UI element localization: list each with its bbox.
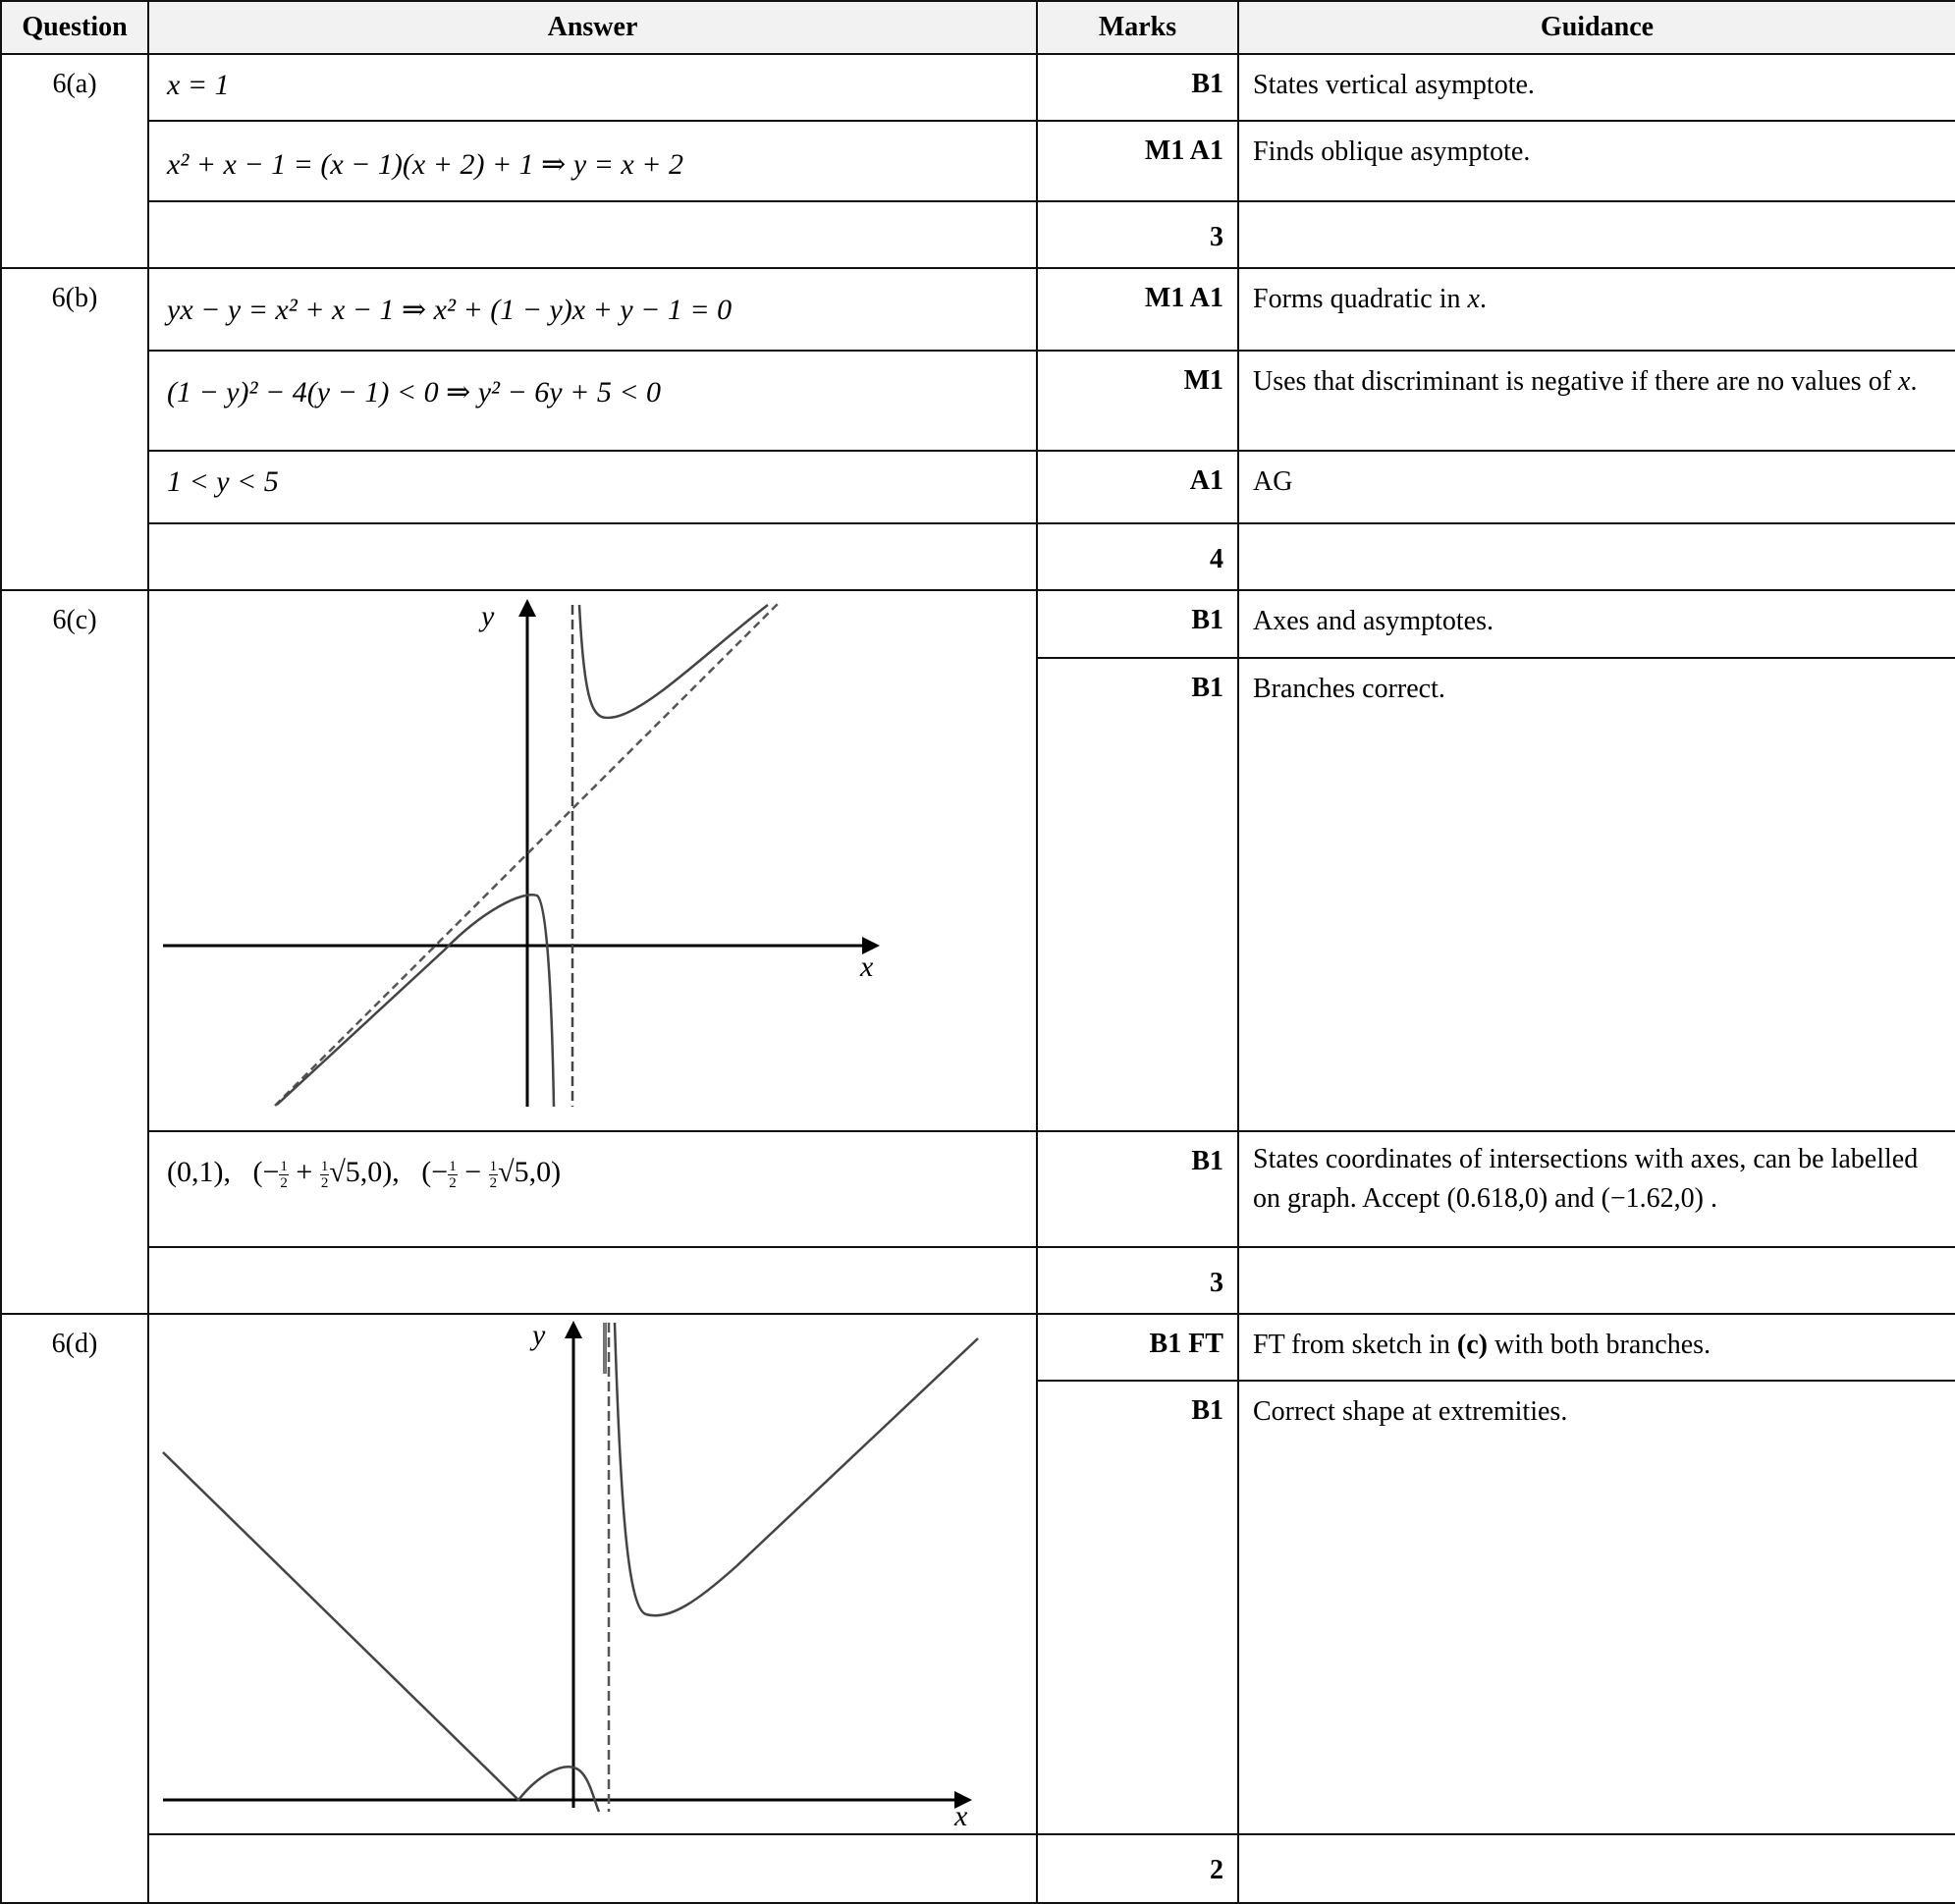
graph-6d: [149, 1315, 1034, 1827]
table-row: [1, 1131, 1955, 1247]
total-6d: 2: [1037, 1834, 1238, 1903]
y-axis-label: y: [481, 600, 495, 632]
guidance-6b-3: AG: [1238, 451, 1955, 523]
branch-left: [163, 1452, 599, 1812]
guidance-6c-1: Axes and asymptotes.: [1238, 590, 1955, 658]
question-label-6d: 6(d): [1, 1314, 148, 1903]
answer-6a-2: x² + x − 1 = (x − 1)(x + 2) + 1 ⇒ y = x + 2: [148, 121, 1037, 201]
graph-cell-6c: [148, 590, 1037, 1131]
table-row: [1, 590, 1955, 658]
total-6c: 3: [1037, 1247, 1238, 1314]
branch-right: [579, 605, 768, 718]
question-label-6b: 6(b): [1, 268, 148, 590]
y-axis-arrow-icon: [565, 1321, 582, 1338]
marks-6c-2: B1: [1037, 658, 1238, 1131]
y-axis-label: y: [532, 1319, 546, 1351]
marks-6b-1: M1 A1: [1037, 268, 1238, 351]
guidance-6c-3: States coordinates of intersections with axes, can be labelled on graph. Accept (0.618,0) and (−1.62,0) .: [1238, 1131, 1955, 1247]
marks-6a-1: B1: [1037, 54, 1238, 121]
table-row: [1, 351, 1955, 451]
guidance-6b-1: Forms quadratic in x.: [1238, 268, 1955, 351]
guidance-6a-2: Finds oblique asymptote.: [1238, 121, 1955, 201]
table-row: [1, 201, 1955, 268]
total-6a: 3: [1037, 201, 1238, 268]
total-6b: 4: [1037, 523, 1238, 590]
marks-6a-2: M1 A1: [1037, 121, 1238, 201]
marks-6c-3: B1: [1037, 1131, 1238, 1247]
table-row: [1, 268, 1955, 351]
answer-6a-1: x = 1: [148, 54, 1037, 121]
header-row: [1, 1, 1955, 54]
table-row: [1, 1314, 1955, 1381]
guidance-6d-1: FT from sketch in (c) with both branches.: [1238, 1314, 1955, 1381]
table-row: [1, 121, 1955, 201]
table-row: [1, 54, 1955, 121]
x-axis-label: x: [954, 1800, 968, 1827]
answer-6b-3: 1 < y < 5: [148, 451, 1037, 523]
table-row: [1, 1247, 1955, 1314]
guidance-6d-2: Correct shape at extremities.: [1238, 1381, 1955, 1834]
marks-6d-2: B1: [1037, 1381, 1238, 1834]
graph-cell-6d: [148, 1314, 1037, 1834]
branch-left: [277, 895, 554, 1107]
x-axis-label: x: [860, 951, 874, 983]
marks-6d-1: B1 FT: [1037, 1314, 1238, 1381]
guidance-6c-2: Branches correct.: [1238, 658, 1955, 1131]
header-marks: Marks: [1037, 1, 1238, 54]
answer-6b-1: yx − y = x² + x − 1 ⇒ x² + (1 − y)x + y − 1 = 0: [148, 268, 1037, 351]
y-axis-arrow-icon: [518, 599, 536, 617]
guidance-6b-2: Uses that discriminant is negative if there are no values of x.: [1238, 351, 1955, 451]
marks-6c-1: B1: [1037, 590, 1238, 658]
guidance-6a-1: States vertical asymptote.: [1238, 54, 1955, 121]
graph-6c: [149, 591, 1034, 1125]
question-label-6c: 6(c): [1, 590, 148, 1314]
branch-right: [615, 1323, 978, 1615]
header-guidance: Guidance: [1238, 1, 1955, 54]
table-row: [1, 1834, 1955, 1903]
question-label-6a: 6(a): [1, 54, 148, 268]
answer-6b-2: (1 − y)² − 4(y − 1) < 0 ⇒ y² − 6y + 5 < 0: [148, 351, 1037, 451]
marks-6b-2: M1: [1037, 351, 1238, 451]
header-question: Question: [1, 1, 148, 54]
marks-6b-3: A1: [1037, 451, 1238, 523]
header-answer: Answer: [148, 1, 1037, 54]
answer-6c-coords: (0,1), (− $\frac{1}{2}$ + $\frac{1}{2}$ √5,0), (− $\frac{1}{2}$ − $\frac{1}{2}$ √5,0): [148, 1131, 1037, 1247]
table-row: [1, 451, 1955, 523]
table-row: [1, 523, 1955, 590]
